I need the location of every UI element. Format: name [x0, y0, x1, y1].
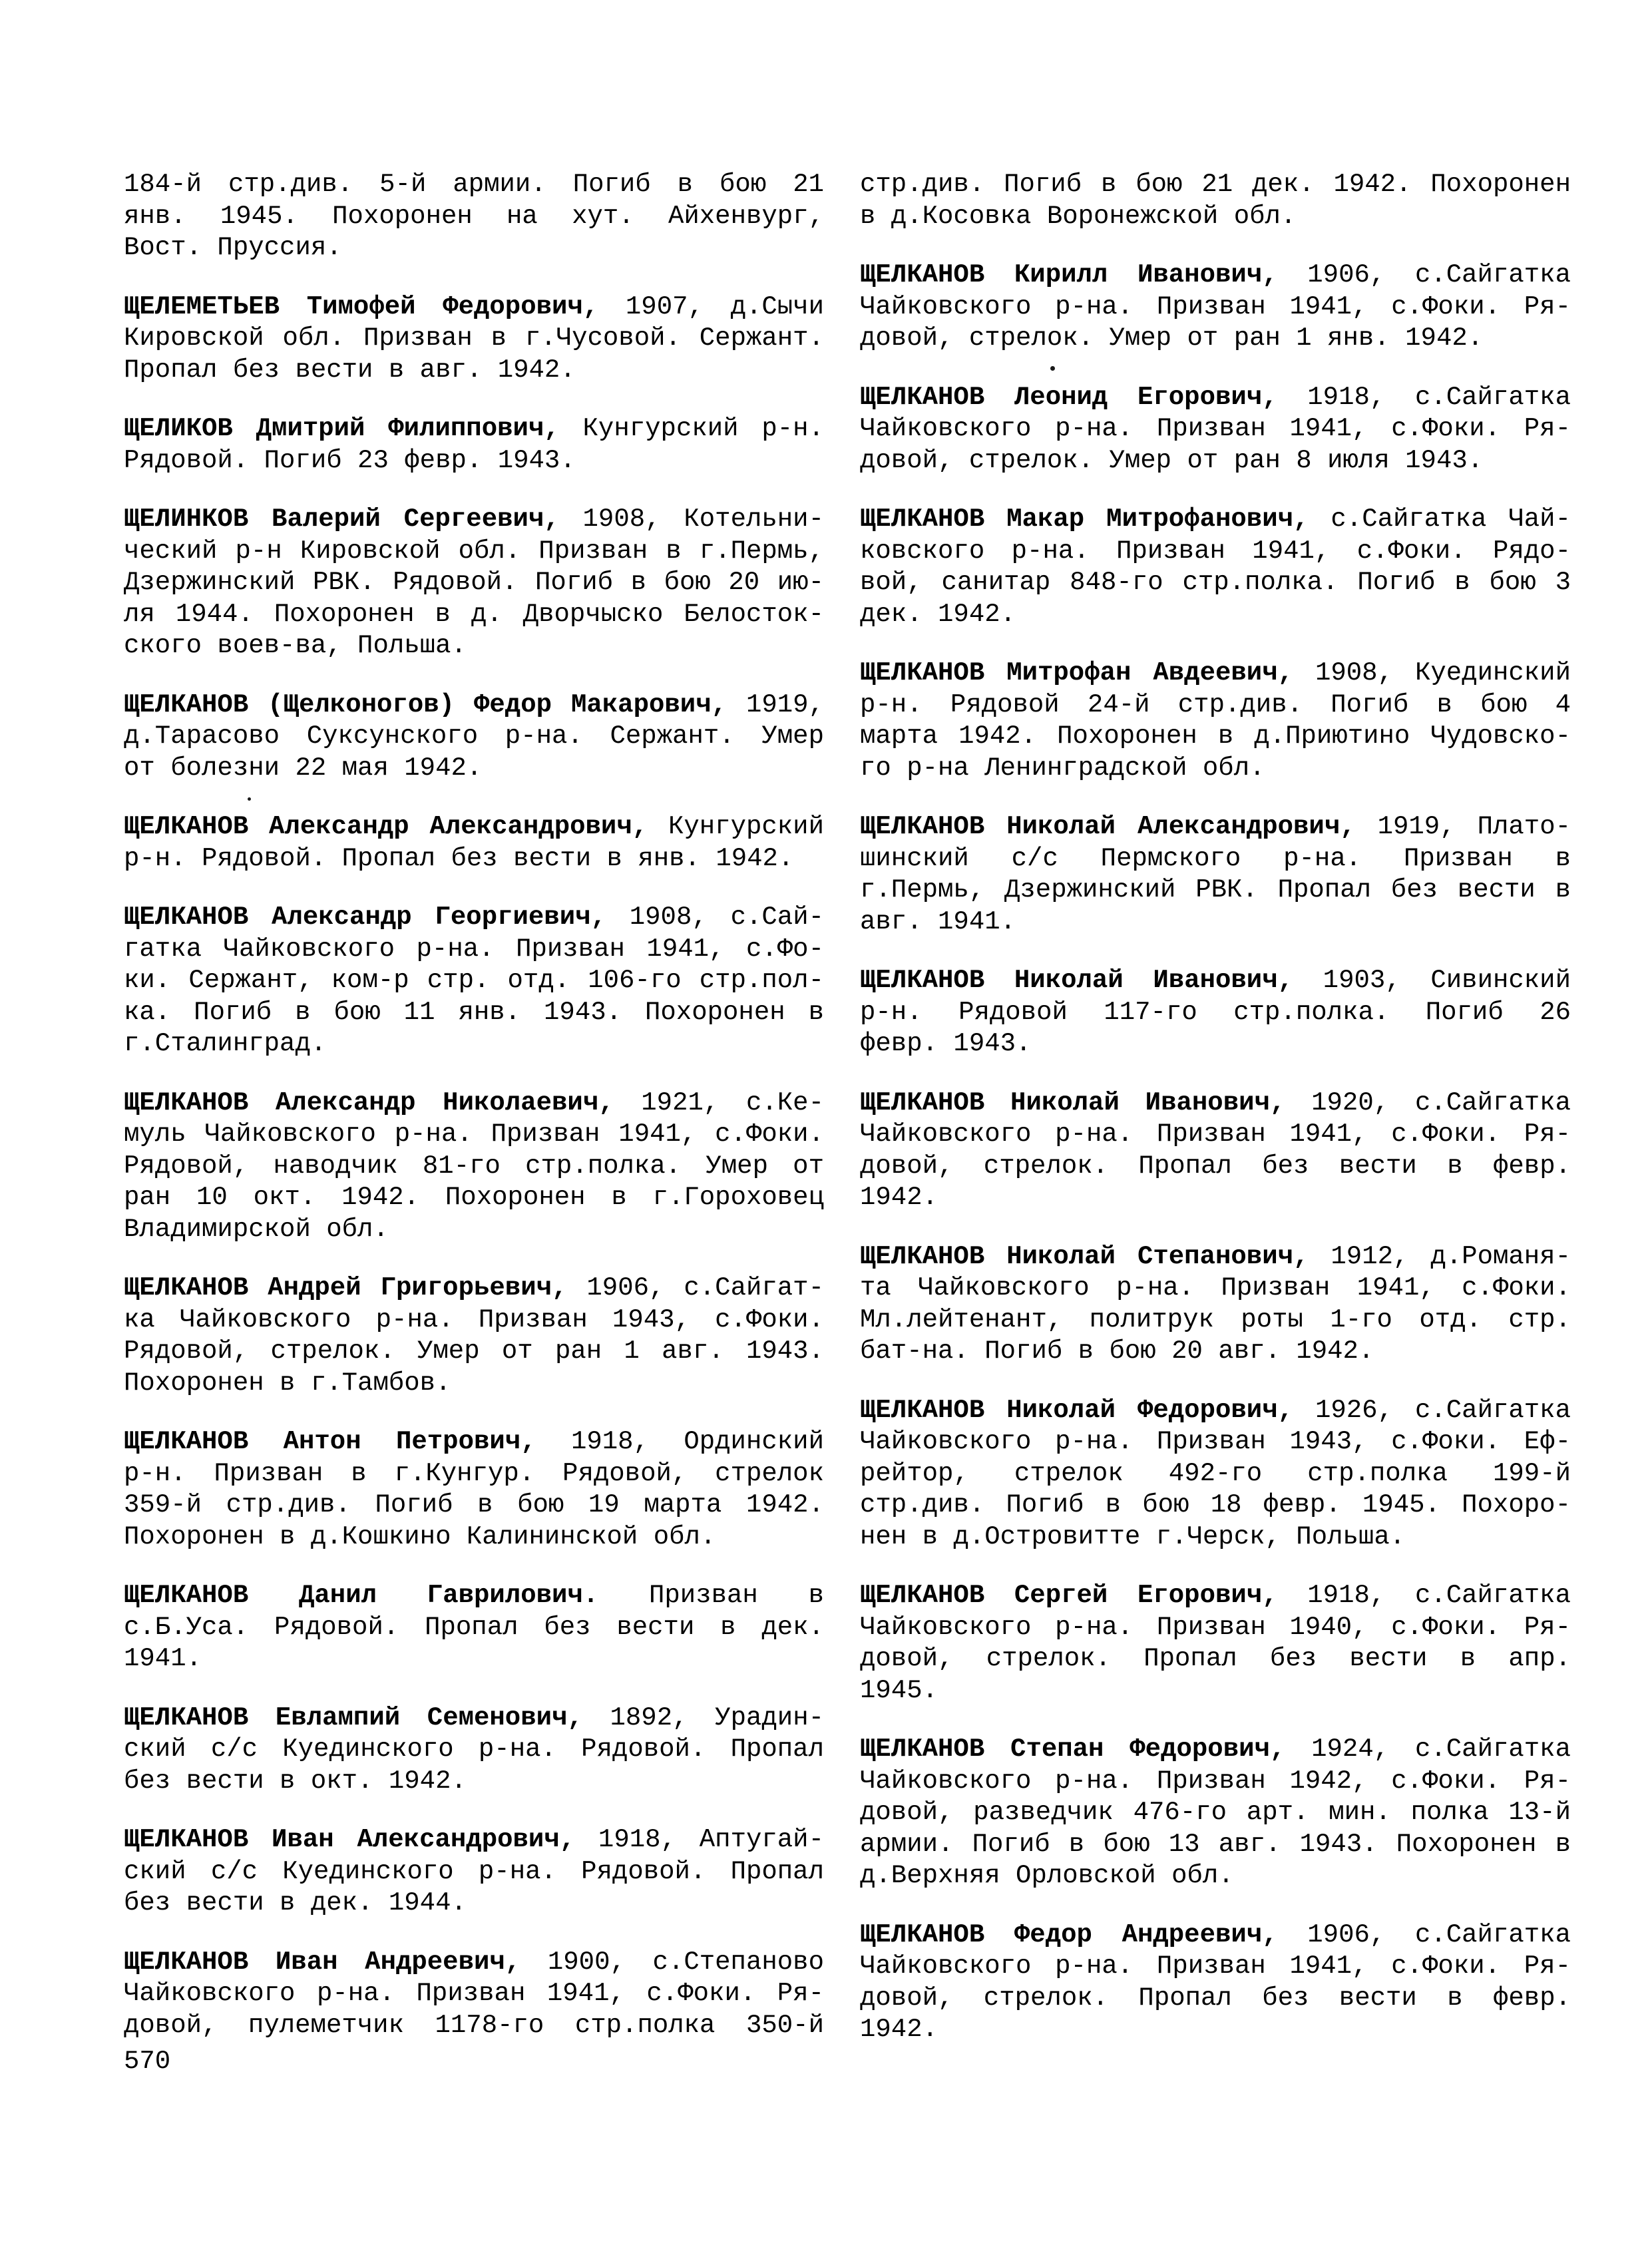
entry-line: Чайковского р-на. Призван 1941, с.Фоки. Ря- [124, 1979, 824, 2008]
entry-line: ЩЕЛКАНОВ Николай Степанович, 1912, д.Романя- [860, 1241, 1571, 1271]
entry-surname: ЩЕЛКАНОВ Данил Гаврилович. [124, 1581, 599, 1610]
entry-line: ля 1944. Похоронен в д. Дворчыско Белосток- [124, 599, 824, 629]
entry-surname: ЩЕЛКАНОВ (Щелконогов) Федор Макарович, [124, 690, 727, 719]
entry-surname: ЩЕЛИНКОВ Валерий Сергеевич, [124, 505, 560, 534]
entry-line: ЩЕЛЕМЕТЬЕВ Тимофей Федорович, 1907, д.Сычи [124, 292, 824, 321]
entry-line: без вести в окт. 1942. [124, 1766, 467, 1796]
entry-line: Рядовой, стрелок. Умер от ран 1 авг. 1943. [124, 1336, 824, 1366]
entry-surname: ЩЕЛКАНОВ Иван Александрович, [124, 1825, 576, 1854]
entry-line: Чайковского р-на. Призван 1940, с.Фоки. Ря- [860, 1612, 1571, 1642]
entry-line: довой, пулеметчик 1178-го стр.полка 350-й [124, 2010, 824, 2040]
entry-line: ки. Сержант, ком-р стр. отд. 106-го стр.пол- [124, 966, 824, 995]
entry [124, 1273, 824, 1399]
entry-continuation [124, 169, 824, 264]
entry-line: армии. Погиб в бою 13 авг. 1943. Похоронен в [860, 1829, 1571, 1859]
entry-line: ковского р-на. Призван 1941, с.Фоки. Рядо- [860, 536, 1571, 566]
entry-line: ЩЕЛКАНОВ Александр Георгиевич, 1908, с.Сай- [124, 903, 824, 932]
entry-line: февр. 1943. [860, 1029, 1032, 1058]
entry-surname: ЩЕЛКАНОВ Антон Петрович, [124, 1427, 536, 1456]
entry-surname: ЩЕЛКАНОВ Николай Степанович, [860, 1241, 1309, 1271]
entry-line: Похоронен в д.Кошкино Калининской обл. [124, 1522, 716, 1551]
entry-surname: ЩЕЛКАНОВ Николай Иванович, [860, 966, 1294, 995]
entry-line: Чайковского р-на. Призван 1941, с.Фоки. Ря- [860, 292, 1571, 321]
entry-line: Чайковского р-на. Призван 1941, с.Фоки. Ря- [860, 1951, 1571, 1981]
entry-line: ЩЕЛКАНОВ Николай Иванович, 1903, Сивинский [860, 966, 1571, 995]
entry-line: муль Чайковского р-на. Призван 1941, с.Фоки. [124, 1120, 824, 1149]
entry-surname: ЩЕЛКАНОВ Митрофан Авдеевич, [860, 658, 1294, 688]
entry-line: го р-на Ленинградской обл. [860, 753, 1265, 783]
entry-line: ский с/с Куединского р-на. Рядовой. Пропал [124, 1735, 824, 1764]
entry-line: 359-й стр.див. Погиб в бою 19 марта 1942. [124, 1490, 824, 1520]
entry [860, 1734, 1571, 1892]
entry [860, 382, 1571, 477]
entry-line: нен в д.Островитте г.Черск, Польша. [860, 1522, 1406, 1551]
entry-line: довой, стрелок. Пропал без вести в февр. [860, 1983, 1571, 2013]
entry-line: Чайковского р-на. Призван 1941, с.Фоки. Ря- [860, 414, 1571, 443]
entry-line: р-н. Рядовой 24-й стр.див. Погиб в бою 4 [860, 690, 1571, 719]
entry-line: ЩЕЛКАНОВ Данил Гаврилович. Призван в [124, 1581, 824, 1610]
entry-surname: ЩЕЛКАНОВ Леонид Егорович, [860, 382, 1278, 412]
entry-line: от болезни 22 мая 1942. [124, 753, 483, 783]
entry-line: Дзержинский РВК. Рядовой. Погиб в бою 20 ию- [124, 568, 824, 597]
entry-line: ЩЕЛКАНОВ Антон Петрович, 1918, Ординский [124, 1427, 824, 1456]
entry-surname: ЩЕЛКАНОВ Андрей Григорьевич, [124, 1273, 568, 1303]
entry-line: ческий р-н Кировской обл. Призван в г.Пермь, [124, 536, 824, 566]
entry-line: ран 10 окт. 1942. Похоронен в г.Гороховец [124, 1183, 824, 1212]
entry-line: довой, разведчик 476-го арт. мин. полка 13-й [860, 1798, 1571, 1827]
entry-line: ЩЕЛКАНОВ Степан Федорович, 1924, с.Сайгатка [860, 1735, 1571, 1764]
entry-surname: ЩЕЛКАНОВ Макар Митрофанович, [860, 505, 1309, 534]
entry-line: довой, стрелок. Умер от ран 8 июля 1943. [860, 445, 1484, 475]
entry-line: г.Сталинград. [124, 1029, 327, 1058]
entry-line: ЩЕЛКАНОВ Андрей Григорьевич, 1906, с.Сайгат- [124, 1273, 824, 1303]
scan-speck [248, 797, 251, 801]
entry-line: ЩЕЛКАНОВ Николай Федорович, 1926, с.Сайгатка [860, 1395, 1571, 1425]
entry [124, 1703, 824, 1798]
entry-line: ЩЕЛИКОВ Дмитрий Филиппович, Кунгурский р-н. [124, 414, 824, 443]
entry-line: ЩЕЛКАНОВ Иван Андреевич, 1900, с.Степаново [124, 1947, 824, 1977]
entry-line: ЩЕЛКАНОВ Александр Николаевич, 1921, с.Ке- [124, 1088, 824, 1118]
entry-line: стр.див. Погиб в бою 21 дек. 1942. Похоронен [860, 170, 1571, 199]
entry [124, 292, 824, 387]
entry-continuation [860, 169, 1571, 232]
entry-line: ЩЕЛКАНОВ Кирилл Иванович, 1906, с.Сайгатка [860, 260, 1571, 290]
entry-surname: ЩЕЛКАНОВ Александр Александрович, [124, 812, 648, 841]
entry-line: ЩЕЛКАНОВ Митрофан Авдеевич, 1908, Куединский [860, 658, 1571, 688]
entry-line: ЩЕЛКАНОВ Николай Александрович, 1919, Плато- [860, 812, 1571, 841]
entry [860, 965, 1571, 1060]
entry-line: г.Пермь, Дзержинский РВК. Пропал без вести в [860, 875, 1571, 905]
entry-line: ский с/с Куединского р-на. Рядовой. Пропал [124, 1856, 824, 1886]
entry-line: Вост. Пруссия. [124, 233, 342, 262]
entry-line: Рядовой. Погиб 23 февр. 1943. [124, 445, 576, 475]
entry [860, 1920, 1571, 2046]
entry-line: 1942. [860, 2015, 938, 2044]
entry-line: Рядовой, наводчик 81-го стр.полка. Умер от [124, 1151, 824, 1181]
entry [860, 811, 1571, 938]
entry-line: ЩЕЛКАНОВ Федор Андреевич, 1906, с.Сайгатка [860, 1920, 1571, 1949]
entry-line: вой, санитар 848-го стр.полка. Погиб в бою 3 [860, 568, 1571, 597]
entry-line: Кировской обл. Призван в г.Чусовой. Сержант. [124, 323, 824, 353]
entry-line: довой, стрелок. Умер от ран 1 янв. 1942. [860, 323, 1484, 353]
entry-surname: ЩЕЛКАНОВ Николай Александрович, [860, 812, 1356, 841]
entry-line: довой, стрелок. Пропал без вести в апр. [860, 1644, 1571, 1673]
entry-surname: ЩЕЛКАНОВ Александр Георгиевич, [124, 903, 606, 932]
entry-line: р-н. Призван в г.Кунгур. Рядовой, стрелок [124, 1458, 824, 1488]
entry-line: стр.див. Погиб в бою 18 февр. 1945. Похоро- [860, 1490, 1571, 1520]
entry-line: д.Тарасово Суксунского р-на. Сержант. Умер [124, 721, 824, 751]
entry-line: ЩЕЛКАНОВ Сергей Егорович, 1918, с.Сайгатка [860, 1581, 1571, 1610]
entry-line: ЩЕЛКАНОВ Александр Александрович, Кунгурский [124, 812, 824, 841]
column-left [124, 169, 824, 2041]
entry-line: янв. 1945. Похоронен на хут. Айхенвург, [124, 201, 824, 231]
entry [860, 658, 1571, 784]
entry-line: дек. 1942. [860, 599, 1016, 629]
entry-surname: ЩЕЛИКОВ Дмитрий Филиппович, [124, 414, 560, 443]
entry-line: шинский с/с Пермского р-на. Призван в [860, 843, 1571, 873]
entry [124, 811, 824, 875]
entry-surname: ЩЕЛКАНОВ Николай Федорович, [860, 1395, 1294, 1425]
entry-surname: ЩЕЛКАНОВ Федор Андреевич, [860, 1920, 1278, 1949]
entry [124, 1824, 824, 1920]
entry [124, 504, 824, 662]
entry [860, 1395, 1571, 1553]
entry-surname: ЩЕЛЕМЕТЬЕВ Тимофей Федорович, [124, 292, 599, 321]
entry-line: Мл.лейтенант, политрук роты 1-го отд. стр. [860, 1305, 1571, 1334]
entry-line: 1942. [860, 1183, 938, 1212]
entry-line: ЩЕЛКАНОВ (Щелконогов) Федор Макарович, 1919, [124, 690, 824, 719]
entry-line: гатка Чайковского р-на. Призван 1941, с.Фо- [124, 934, 824, 964]
entry-line: та Чайковского р-на. Призван 1941, с.Фоки. [860, 1273, 1571, 1303]
entry [124, 1580, 824, 1675]
scan-speck [1050, 366, 1055, 371]
entry-line: д.Верхняя Орловской обл. [860, 1861, 1234, 1890]
entry-line: Пропал без вести в авг. 1942. [124, 355, 576, 385]
entry-line: без вести в дек. 1944. [124, 1888, 467, 1918]
entry-line: марта 1942. Похоронен в д.Приютино Чудовско- [860, 721, 1571, 751]
entry-surname: ЩЕЛКАНОВ Степан Федорович, [860, 1735, 1286, 1764]
entry-line: бат-на. Погиб в бою 20 авг. 1942. [860, 1336, 1374, 1366]
entry-line: ЩЕЛКАНОВ Иван Александрович, 1918, Аптугай- [124, 1825, 824, 1854]
entry-surname: ЩЕЛКАНОВ Сергей Егорович, [860, 1581, 1278, 1610]
entry [860, 260, 1571, 355]
entry-line: 1941. [124, 1644, 202, 1673]
entry [124, 690, 824, 785]
entry-line: Чайковского р-на. Призван 1943, с.Фоки. Еф- [860, 1427, 1571, 1456]
entry-line: ЩЕЛИНКОВ Валерий Сергеевич, 1908, Котельни- [124, 505, 824, 534]
entry [860, 1580, 1571, 1707]
entry [860, 504, 1571, 630]
entry-line: Чайковского р-на. Призван 1942, с.Фоки. Ря- [860, 1766, 1571, 1796]
entry-line: ка Чайковского р-на. Призван 1943, с.Фоки. [124, 1305, 824, 1334]
entry-line: ЩЕЛКАНОВ Леонид Егорович, 1918, с.Сайгатка [860, 382, 1571, 412]
entry-line: довой, стрелок. Пропал без вести в февр. [860, 1151, 1571, 1181]
entry [124, 1947, 824, 2042]
entry-line: авг. 1941. [860, 907, 1016, 936]
entry-line: ЩЕЛКАНОВ Евлампий Семенович, 1892, Урадин- [124, 1703, 824, 1733]
entry [124, 1088, 824, 1246]
entry-line: ЩЕЛКАНОВ Макар Митрофанович, с.Сайгатка Чай- [860, 505, 1571, 534]
entry-line: ка. Погиб в бою 11 янв. 1943. Похоронен в [124, 997, 824, 1027]
entry-surname: ЩЕЛКАНОВ Николай Иванович, [860, 1088, 1286, 1118]
entry [124, 1426, 824, 1553]
entry-line: р-н. Рядовой 117-го стр.полка. Погиб 26 [860, 997, 1571, 1027]
entry-line: Владимирской обл. [124, 1214, 389, 1244]
entry-line: в д.Косовка Воронежской обл. [860, 201, 1297, 231]
entry-line: Чайковского р-на. Призван 1941, с.Фоки. Ря- [860, 1120, 1571, 1149]
entry-line: с.Б.Уса. Рядовой. Пропал без вести в дек. [124, 1612, 824, 1642]
entry [124, 413, 824, 477]
entry [860, 1088, 1571, 1214]
entry-line: ЩЕЛКАНОВ Николай Иванович, 1920, с.Сайгатка [860, 1088, 1571, 1118]
entry-line: 1945. [860, 1675, 938, 1705]
entry [860, 1241, 1571, 1368]
entry-surname: ЩЕЛКАНОВ Кирилл Иванович, [860, 260, 1278, 290]
entry-line: 184-й стр.див. 5-й армии. Погиб в бою 21 [124, 170, 824, 199]
entry-surname: ЩЕЛКАНОВ Евлампий Семенович, [124, 1703, 583, 1733]
entry-line: р-н. Рядовой. Пропал без вести в янв. 1942. [124, 843, 794, 873]
entry-surname: ЩЕЛКАНОВ Иван Андреевич, [124, 1947, 521, 1977]
page-number: 570 [124, 2047, 171, 2076]
column-right [860, 169, 1571, 2046]
entry [124, 902, 824, 1060]
entry-surname: ЩЕЛКАНОВ Александр Николаевич, [124, 1088, 614, 1118]
entry-line: рейтор, стрелок 492-го стр.полка 199-й [860, 1458, 1571, 1488]
entry-line: Похоронен в г.Тамбов. [124, 1368, 451, 1398]
entry-line: ского воев-ва, Польша. [124, 631, 467, 660]
